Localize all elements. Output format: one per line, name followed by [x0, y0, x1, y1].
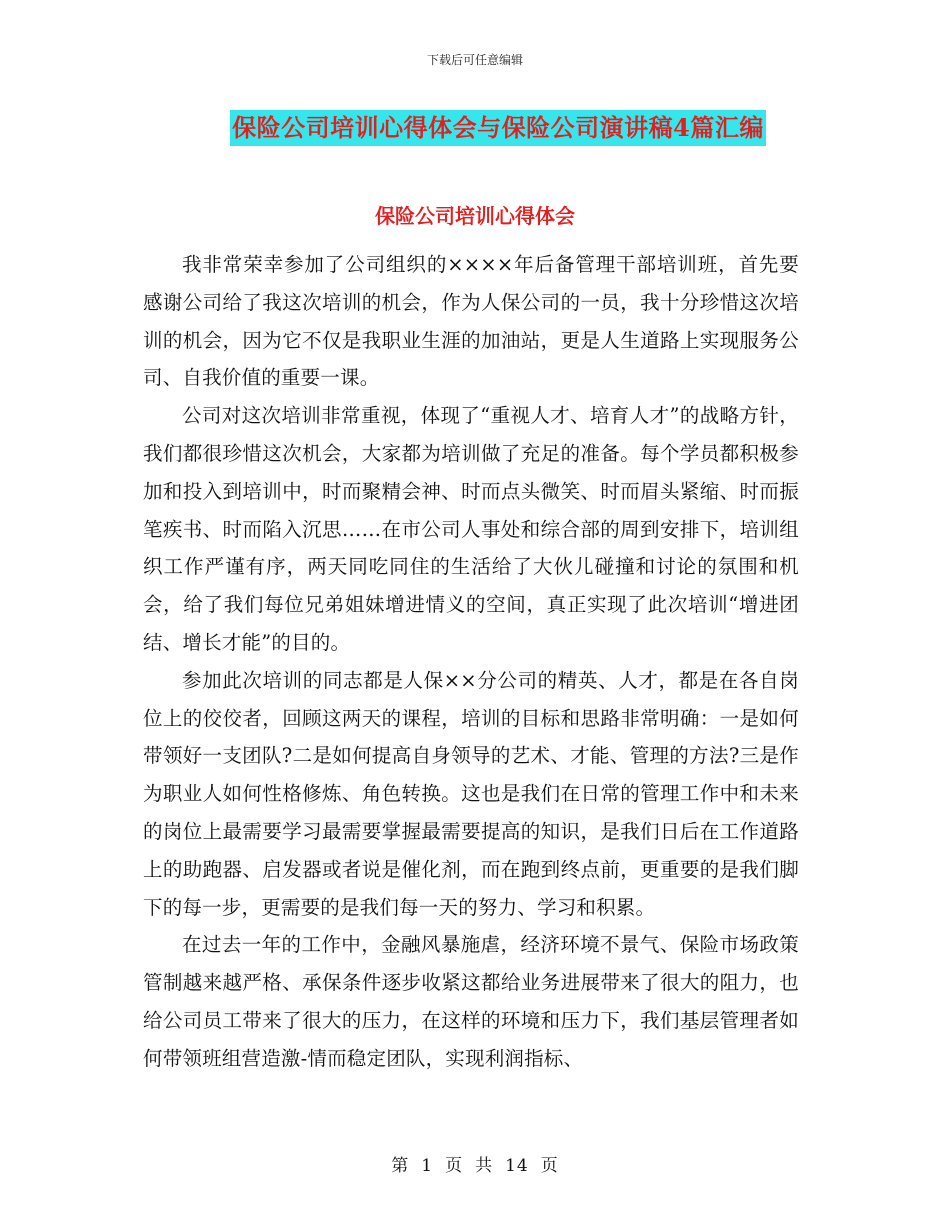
paragraph: 在过去一年的工作中，金融风暴施虐，经济环境不景气、保险市场政策管制越来越严格、承保条件逐步收紧这都给业务进展带来了很大的阻力，也给公司员工带来了很大的压力，在这样的环境和压力下，我们基层管理者如何带领班组营造激-情而稳定团队，实现利润指标、 [143, 933, 799, 1070]
document-body [143, 246, 799, 1078]
section-title: 保险公司培训心得体会 [375, 204, 575, 228]
footer-page-number: 1 [421, 1156, 434, 1176]
footer-total-pages: 14 [505, 1156, 529, 1176]
paragraph: 参加此次培训的同志都是人保××分公司的精英、人才，都是在各自岗位上的佼佼者，回顾这两天的课程，培训的目标和思路非常明确：一是如何带领好一支团队?二是如何提高自身领导的艺术、才能、管理的方法?三是作为职业人如何性格修炼、角色转换。这也是我们在日常的管理工作中和未来的岗位上最需要学习最需要掌握最需要提高的知识，是我们日后在工作道路上的助跑器、启发器或者说是催化剂，而在跑到终点前，更重要的是我们脚下的每一步，更需要的是我们每一天的努力、学习和积累。 [143, 668, 799, 919]
footer-page-word: 页 [445, 1156, 464, 1176]
page-header-note: 下载后可任意编辑 [426, 53, 523, 67]
footer-total-word: 共 [475, 1156, 494, 1176]
paragraph: 我非常荣幸参加了公司组织的××××年后备管理干部培训班，首先要感谢公司给了我这次培训的机会，作为人保公司的一员，我十分珍惜这次培训的机会，因为它不仅是我职业生涯的加油站，更是人生道路上实现服务公司、自我价值的重要一课。 [143, 253, 799, 390]
paragraph: 公司对这次培训非常重视，体现了“重视人才、培育人才”的战略方针，我们都很珍惜这次机会，大家都为培训做了充足的准备。每个学员都积极参加和投入到培训中，时而聚精会神、时而点头微笑、时而眉头紧缩、时而振笔疾书、时而陷入沉思……在市公司人事处和综合部的周到安排下，培训组织工作严谨有序，两天同吃同住的生活给了大伙儿碰撞和讨论的氛围和机会，给了我们每位兄弟姐妹增进情义的空间，真正实现了此次培训“增进团结、增长才能”的目的。 [143, 404, 799, 654]
document-title-text: 保险公司培训心得体会与保险公司演讲稿4篇汇编 [230, 110, 766, 146]
document-title [0, 110, 950, 146]
footer-suffix: 页 [540, 1156, 559, 1176]
page-footer [0, 1154, 950, 1178]
footer-prefix: 第 [391, 1156, 410, 1176]
